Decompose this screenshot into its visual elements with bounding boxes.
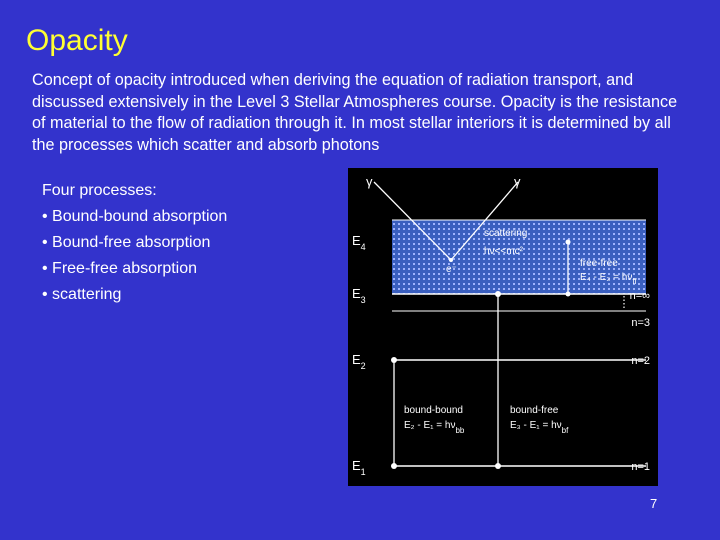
free-free-equation: $E_4 - E_3 = h\nu_{ff}$: [580, 272, 637, 286]
electron-dot: [449, 258, 453, 262]
bb-upper-dot: [391, 357, 397, 363]
scattering-condition: hν<<mc²: [484, 246, 523, 257]
process-item: • Bound-free absorption: [42, 234, 211, 251]
bf-lower-dot: [495, 463, 501, 469]
level-label-n1: n=1: [631, 461, 650, 473]
ff-upper-dot: [566, 240, 571, 245]
energy-label-e3: $E_3$: [352, 286, 366, 305]
ff-lower-dot: [566, 292, 571, 297]
bound-free-equation: $E_3 - E_1 = h\nu_{bf}$: [510, 420, 569, 435]
process-item: • scattering: [42, 286, 122, 303]
energy-label-e1: $E_1$: [352, 458, 366, 477]
process-heading: Four processes:: [42, 182, 157, 199]
bound-bound-equation: $E_2 - E_1 = h\nu_{bb}$: [404, 420, 465, 435]
page-number: 7: [650, 496, 658, 511]
bound-free-label: bound-free: [510, 405, 559, 416]
energy-label-e4: $E_4$: [352, 233, 366, 252]
gamma-left-label: γ: [366, 174, 373, 189]
scattering-label: scattering: [484, 228, 528, 239]
gamma-right-label: γ: [514, 174, 521, 189]
bound-bound-label: bound-bound: [404, 405, 463, 416]
energy-level-diagram: [348, 168, 658, 486]
slide-title: Opacity: [26, 24, 128, 57]
bb-lower-dot: [391, 463, 397, 469]
level-label-n2: n=2: [631, 355, 650, 367]
free-free-label: free-free: [580, 258, 618, 269]
intro-paragraph: Concept of opacity introduced when deriving the equation of radiation transport, and discussed extensively in the Level 3 Stellar Atmospheres course. Opacity is the resistance of material to the flow of radiation through it. In most stellar interiors it is determined by all the processes which scatter and absorb photons: [32, 71, 678, 154]
electron-label: e⁻: [446, 264, 457, 275]
energy-label-e2: $E_2$: [352, 352, 366, 371]
level-label-n-inf: n=∞: [629, 290, 650, 302]
bf-upper-dot: [495, 291, 501, 297]
level-label-n3: n=3: [631, 317, 650, 329]
process-list: [42, 178, 227, 308]
process-item: • Free-free absorption: [42, 260, 198, 277]
process-item: • Bound-bound absorption: [42, 208, 228, 225]
